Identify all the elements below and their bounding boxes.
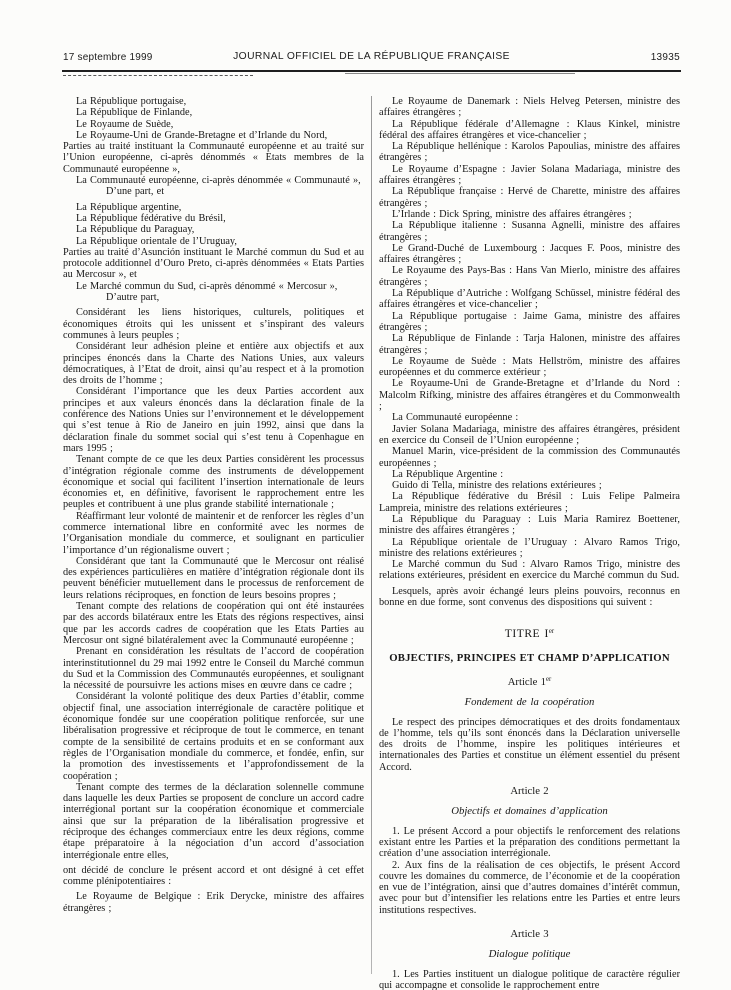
titre-heading: TITRE Ier	[504, 627, 555, 641]
paragraph: La République du Paraguay,	[76, 224, 195, 236]
paragraph: Manuel Marin, vice-président de la commission des Communautés européennes ;	[379, 446, 680, 469]
paragraph: La République de Finlande : Tarja Halonen, ministre des affaires étrangères ;	[379, 333, 680, 356]
paragraph: 1. Le présent Accord a pour objectifs le renforcement des relations existant entre les Parties et la préparation des conditions permettant la création d’une association interrégionale.	[379, 825, 680, 860]
header-date: 17 septembre 1999	[63, 52, 153, 63]
paragraph: La République fédérative du Brésil : Luis Felipe Palmeira Lampreia, ministre des relations extérieures ;	[379, 491, 680, 514]
article-heading: Article 1er	[507, 675, 552, 688]
paragraph: 2. Aux fins de la réalisation de ces objectifs, le présent Accord couvre les domaines du commerce, de l’économie et de la coopération en vue de l’intégration, ainsi que d’autres domaines d’intérêt commun, avec pour but d’intensifier les relations entre les Parties et entre leurs institutions respectives.	[379, 859, 680, 916]
paragraph: La République fédérative du Brésil,	[76, 212, 226, 224]
paragraph: La République hellénique : Karolos Papoulias, ministre des affaires étrangères ;	[379, 141, 680, 164]
paragraph: Considérant que tant la Communauté que le Mercosur ont réalisé des expériences particulières en matière d’intégration régionale dont ils peuvent bénéficier mutuellement dans le processus de renforcement de leurs relations réciproques, en fonction de leurs besoins propres ;	[63, 555, 364, 601]
paragraph: D’une part, et	[106, 186, 165, 198]
paragraph: La République française : Hervé de Charette, ministre des affaires étrangères ;	[379, 186, 680, 209]
paragraph: Le respect des principes démocratiques et des droits fondamentaux de l’homme, tels qu’ils sont énoncés dans la Déclaration universelle des droits de l’homme, inspire les politiques intérieures et internationales des Parties et constitue un élément essentiel du présent Accord.	[379, 716, 680, 773]
paragraph: Javier Solana Madariaga, ministre des affaires étrangères, président en exercice du Conseil de l’Union européenne ;	[379, 423, 680, 446]
paragraph: La République d’Autriche : Wolfgang Schüssel, ministre fédéral des affaires étrangères et vice-chancelier ;	[379, 288, 680, 311]
paragraph: Guido di Tella, ministre des relations extérieures ;	[392, 480, 602, 492]
paragraph: Le Royaume-Uni de Grande-Bretagne et d’Irlande du Nord : Malcolm Rifking, ministre des affaires étrangères et du Commonwealth ;	[379, 378, 680, 413]
paragraph: Lesquels, après avoir échangé leurs pleins pouvoirs, reconnus en bonne en due forme, sont convenus des dispositions qui suivent :	[379, 585, 680, 609]
paragraph: L’Irlande : Dick Spring, ministre des affaires étrangères ;	[392, 208, 632, 220]
paragraph: La République italienne : Susanna Agnelli, ministre des affaires étrangères ;	[379, 220, 680, 243]
paragraph: Le Royaume de Suède : Mats Hellström, ministre des affaires européennes et du commerce extérieur ;	[379, 355, 680, 379]
paragraph: Considérant les liens historiques, culturels, politiques et économiques étroits qui les unissent et s’inspirant des valeurs communes à leurs peuples ;	[63, 307, 364, 341]
right-column	[379, 96, 680, 990]
paragraph: 1. Les Parties instituent un dialogue politique de caractère régulier qui accompagne et consolide le rapprochement entre	[379, 968, 680, 990]
paragraph: La République portugaise : Jaime Gama, ministre des affaires étrangères ;	[379, 310, 680, 333]
paragraph: D’autre part,	[106, 292, 160, 304]
paragraph: Prenant en considération les résultats de l’accord de coopération interinstitutionnel du 29 mai 1992 entre le Conseil du Marché commun du Sud et la Commission des Communautés européennes, et soulignant la nécessité de poursuivre les actions mises en œuvre dans ce cadre ;	[63, 646, 364, 692]
paragraph: Tenant compte des termes de la déclaration solennelle commune dans laquelle les deux Parties se proposent de conclure un accord cadre interrégional portant sur la coopération économique et commerciale ainsi que sur la préparation de la libéralisation progressive et réciproque des échanges commerciaux entre les deux régions, comme étape préparatoire à la négociation d’un accord d’association interrégionale entre elles,	[63, 781, 364, 861]
paragraph: Le Royaume de Danemark : Niels Helveg Petersen, ministre des affaires étrangères ;	[379, 96, 680, 119]
paragraph: La République portugaise,	[76, 96, 187, 107]
header-rule-fragment	[63, 75, 253, 76]
paragraph: ont décidé de conclure le présent accord et ont désigné à cet effet comme plénipotentiaires :	[63, 864, 364, 888]
paragraph: Tenant compte de ce que les deux Parties considèrent les processus d’intégration régionale comme des instruments de développement économique et social qui facilitent l’insertion internationale de leurs économies et, en définitive, favorisent le rapprochement entre les peuples et contribuent à une plus grande stabilité internationale ;	[63, 454, 364, 511]
paragraph: Considérant la volonté politique des deux Parties d’établir, comme objectif final, une association interrégionale de caractère politique et économique fondée sur une coopération politique renforcée, sur une libéralisation progressive et réciproque de tout le commerce, en tenant compte de la sensibilité de certains produits et en se conformant aux règles de l’Organisation mondiale du commerce, et fondée, enfin, sur la promotion des investissements et l’approfondissement de la coopération ;	[63, 691, 364, 782]
paragraph: Réaffirmant leur volonté de maintenir et de renforcer les règles d’un commerce international libre en conformité avec les normes de l’Organisation mondiale du commerce, et soulignant en particulier l’importance d’un régionalisme ouvert ;	[63, 510, 364, 556]
paragraph: Considérant l’importance que les deux Parties accordent aux principes et aux valeurs énoncés dans la déclaration finale de la conférence des Nations Unies sur l’environnement et le développement qui s’est tenue à Rio de Janeiro en juin 1992, ainsi que dans la déclaration finale du sommet social qui s’est tenu à Copenhague en mars 1995 ;	[63, 386, 364, 454]
paragraph: La Communauté européenne :	[392, 412, 519, 424]
header-rule-fragment	[345, 73, 575, 74]
paragraph: Le Royaume de Suède,	[76, 118, 174, 130]
paragraph: La République argentine,	[76, 201, 182, 213]
article-heading: Article 2	[510, 785, 549, 798]
header-title: JOURNAL OFFICIEL DE LA RÉPUBLIQUE FRANÇAISE	[233, 51, 510, 62]
left-column	[63, 96, 364, 974]
paragraph: Le Marché commun du Sud, ci-après dénommé « Mercosur »,	[76, 280, 338, 292]
paragraph: Parties au traité d’Asunción instituant le Marché commun du Sud et au protocole additionnel d’Ouro Preto, ci-après dénommées « Etats Parties au Mercosur », et	[63, 246, 364, 281]
paragraph: La République du Paraguay : Luis Maria Ramirez Boettener, ministre des affaires étrangères ;	[379, 513, 680, 537]
paragraph: Le Royaume de Belgique : Erik Derycke, ministre des affaires étrangères ;	[63, 891, 364, 914]
article-subtitle: Dialogue politique	[488, 948, 571, 961]
section-heading: OBJECTIFS, PRINCIPES ET CHAMP D’APPLICATION	[389, 651, 670, 664]
ordinal-superscript: er	[546, 675, 552, 683]
paragraph: Le Grand-Duché de Luxembourg : Jacques F. Poos, ministre des affaires étrangères ;	[379, 242, 680, 266]
page-header	[63, 50, 680, 66]
text-body	[63, 96, 680, 990]
paragraph: La République orientale de l’Uruguay,	[76, 235, 237, 247]
article-subtitle: Objectifs et domaines d’application	[451, 805, 608, 818]
paragraph: Parties au traité instituant la Communauté européenne et au traité sur l’Union européenne, ci-après dénommés « Etats membres de la Communauté européenne »,	[63, 141, 364, 175]
column-divider	[371, 96, 372, 974]
article-heading: Article 3	[510, 928, 549, 940]
paragraph: La République de Finlande,	[76, 107, 193, 119]
paragraph: La République orientale de l’Uruguay : Alvaro Ramos Trigo, ministre des relations extérieures ;	[379, 536, 680, 559]
paragraph: Tenant compte des relations de coopération qui ont été instaurées par des accords bilatéraux entre les Etats des régions respectives, ainsi que par les accords cadres de coopération que les Etats Parties au Mercosur ont signé bilatéralement avec la Communauté européenne ;	[63, 601, 364, 646]
paragraph: Considérant leur adhésion pleine et entière aux objectifs et aux principes énoncés dans la Charte des Nations Unies, aux valeurs démocratiques, à l’Etat de droit, ainsi qu’au respect et à la promotion des droits de l’homme ;	[63, 341, 364, 387]
paragraph: La République fédérale d’Allemagne : Klaus Kinkel, ministre fédéral des affaires étrangères et vice-chancelier ;	[379, 118, 680, 141]
ordinal-superscript: er	[548, 628, 555, 636]
header-page-number: 13935	[650, 52, 680, 63]
header-rule	[62, 70, 681, 72]
article-subtitle: Fondement de la coopération	[464, 696, 595, 709]
paragraph: Le Marché commun du Sud : Alvaro Ramos Trigo, ministre des relations extérieures, président en exercice du Marché commun du Sud.	[379, 559, 680, 582]
paragraph: La République Argentine :	[392, 468, 504, 480]
paragraph: Le Royaume d’Espagne : Javier Solana Madariaga, ministre des affaires étrangères ;	[379, 163, 680, 187]
paragraph: La Communauté européenne, ci-après dénommée « Communauté »,	[76, 175, 361, 187]
paragraph: Le Royaume-Uni de Grande-Bretagne et d’Irlande du Nord,	[76, 129, 328, 141]
paragraph: Le Royaume des Pays-Bas : Hans Van Mierlo, ministre des affaires étrangères ;	[379, 265, 680, 288]
